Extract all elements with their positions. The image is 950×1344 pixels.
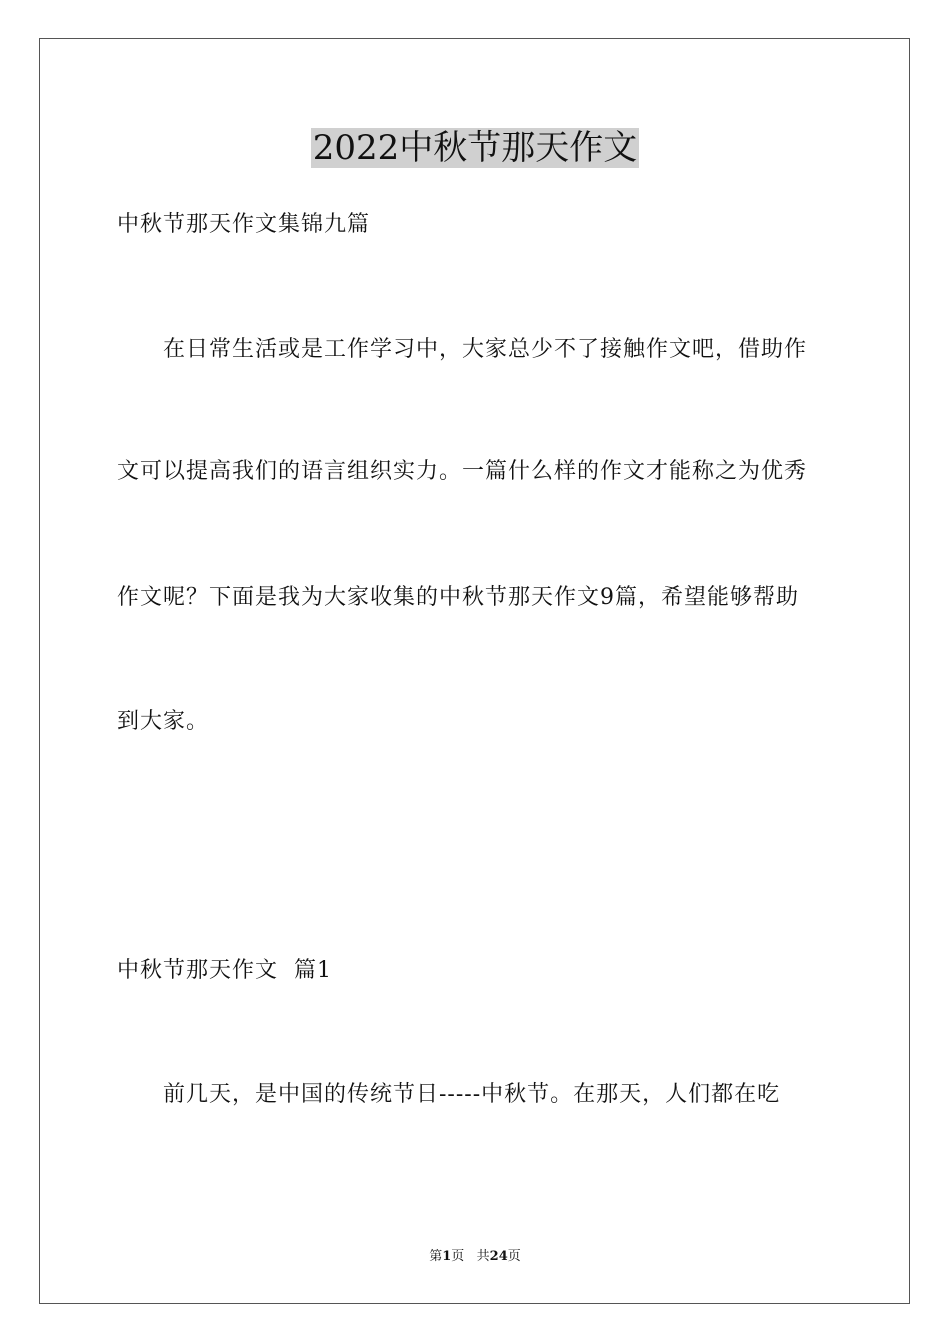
document-title-text: 2022中秋节那天作文 — [312, 128, 638, 168]
document-title — [0, 126, 950, 170]
footer-current-page: 1 — [442, 1249, 452, 1264]
page-footer — [0, 1248, 950, 1266]
footer-mid: 页 共 — [451, 1249, 490, 1264]
footer-suffix: 页 — [507, 1249, 521, 1264]
intro-line-3: 作文呢？下面是我为大家收集的中秋节那天作文9篇，希望能够帮助 — [117, 585, 799, 610]
footer-prefix: 第 — [429, 1249, 443, 1264]
intro-line-2: 文可以提高我们的语言组织实力。一篇什么样的作文才能称之为优秀 — [117, 459, 808, 484]
document-subtitle: 中秋节那天作文集锦九篇 — [117, 212, 371, 237]
intro-line-4: 到大家。 — [117, 709, 210, 734]
footer-total-pages: 24 — [489, 1249, 508, 1264]
section-heading: 中秋节那天作文 篇1 — [117, 958, 332, 983]
section-line-1: 前几天，是中国的传统节日-----中秋节。在那天，人们都在吃 — [163, 1082, 781, 1107]
intro-line-1: 在日常生活或是工作学习中，大家总少不了接触作文吧，借助作 — [163, 337, 808, 362]
